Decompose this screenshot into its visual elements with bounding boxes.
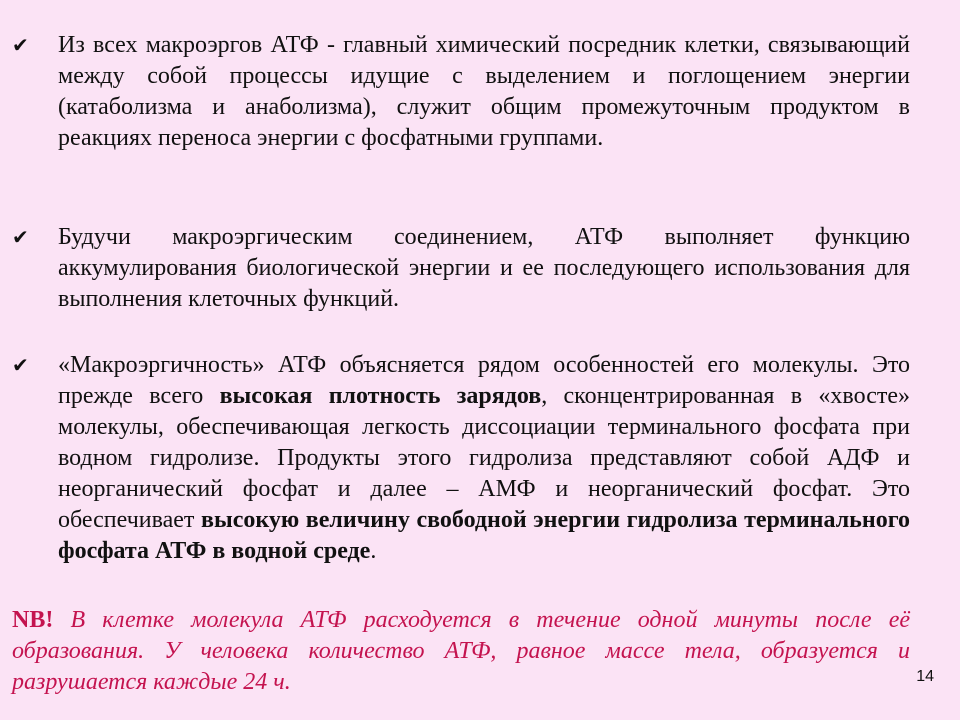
checkmark-icon: ✔ bbox=[12, 353, 29, 377]
nb-note bbox=[12, 605, 910, 698]
bullet-3-bold-1: высокая плотность зарядов bbox=[219, 383, 542, 409]
nb-text: В клетке молекула АТФ расходуется в течение одной минуты после её образования. У человека количество АТФ, равное массе тела, образуется и разрушается каждые 24 ч. bbox=[12, 607, 910, 695]
bullet-3 bbox=[12, 350, 910, 567]
page-number: 14 bbox=[916, 668, 934, 685]
bullet-3-text bbox=[58, 350, 910, 567]
bullet-3-part-2: , сконцентрированная в «хвосте» молекулы, обеспечивающая легкость диссоциации терминального фосфата при водном гидролизе. Продукты этого гидролиза представляют собой АДФ и неорганический фосфат и далее – АМФ и неорганический фосфат. Это обеспечивает bbox=[58, 383, 910, 533]
bullet-1-text: Из всех макроэргов АТФ - главный химический посредник клетки, связывающий между собой процессы идущие с выделением и поглощением энергии (катаболизма и анаболизма), служит общим промежуточным продуктом в реакциях переноса энергии с фосфатными группами. bbox=[58, 32, 910, 151]
nb-label: NB! bbox=[12, 607, 54, 633]
bullet-2 bbox=[12, 222, 910, 315]
bullet-3-bold-2: высокую величину свободной энергии гидролиза терминального фосфата АТФ в водной среде bbox=[58, 507, 911, 564]
bullet-1 bbox=[12, 30, 910, 154]
bullet-2-text: Будучи макроэргическим соединением, АТФ выполняет функцию аккумулирования биологической энергии и ее последующего использования для выполнения клеточных функций. bbox=[58, 224, 910, 312]
checkmark-icon: ✔ bbox=[12, 33, 29, 57]
bullet-3-part-3: . bbox=[370, 538, 377, 564]
checkmark-icon: ✔ bbox=[12, 225, 29, 249]
bullet-3-part-1: «Макроэргичность» АТФ объясняется рядом особенностей его молекулы. Это прежде всего bbox=[58, 352, 910, 409]
